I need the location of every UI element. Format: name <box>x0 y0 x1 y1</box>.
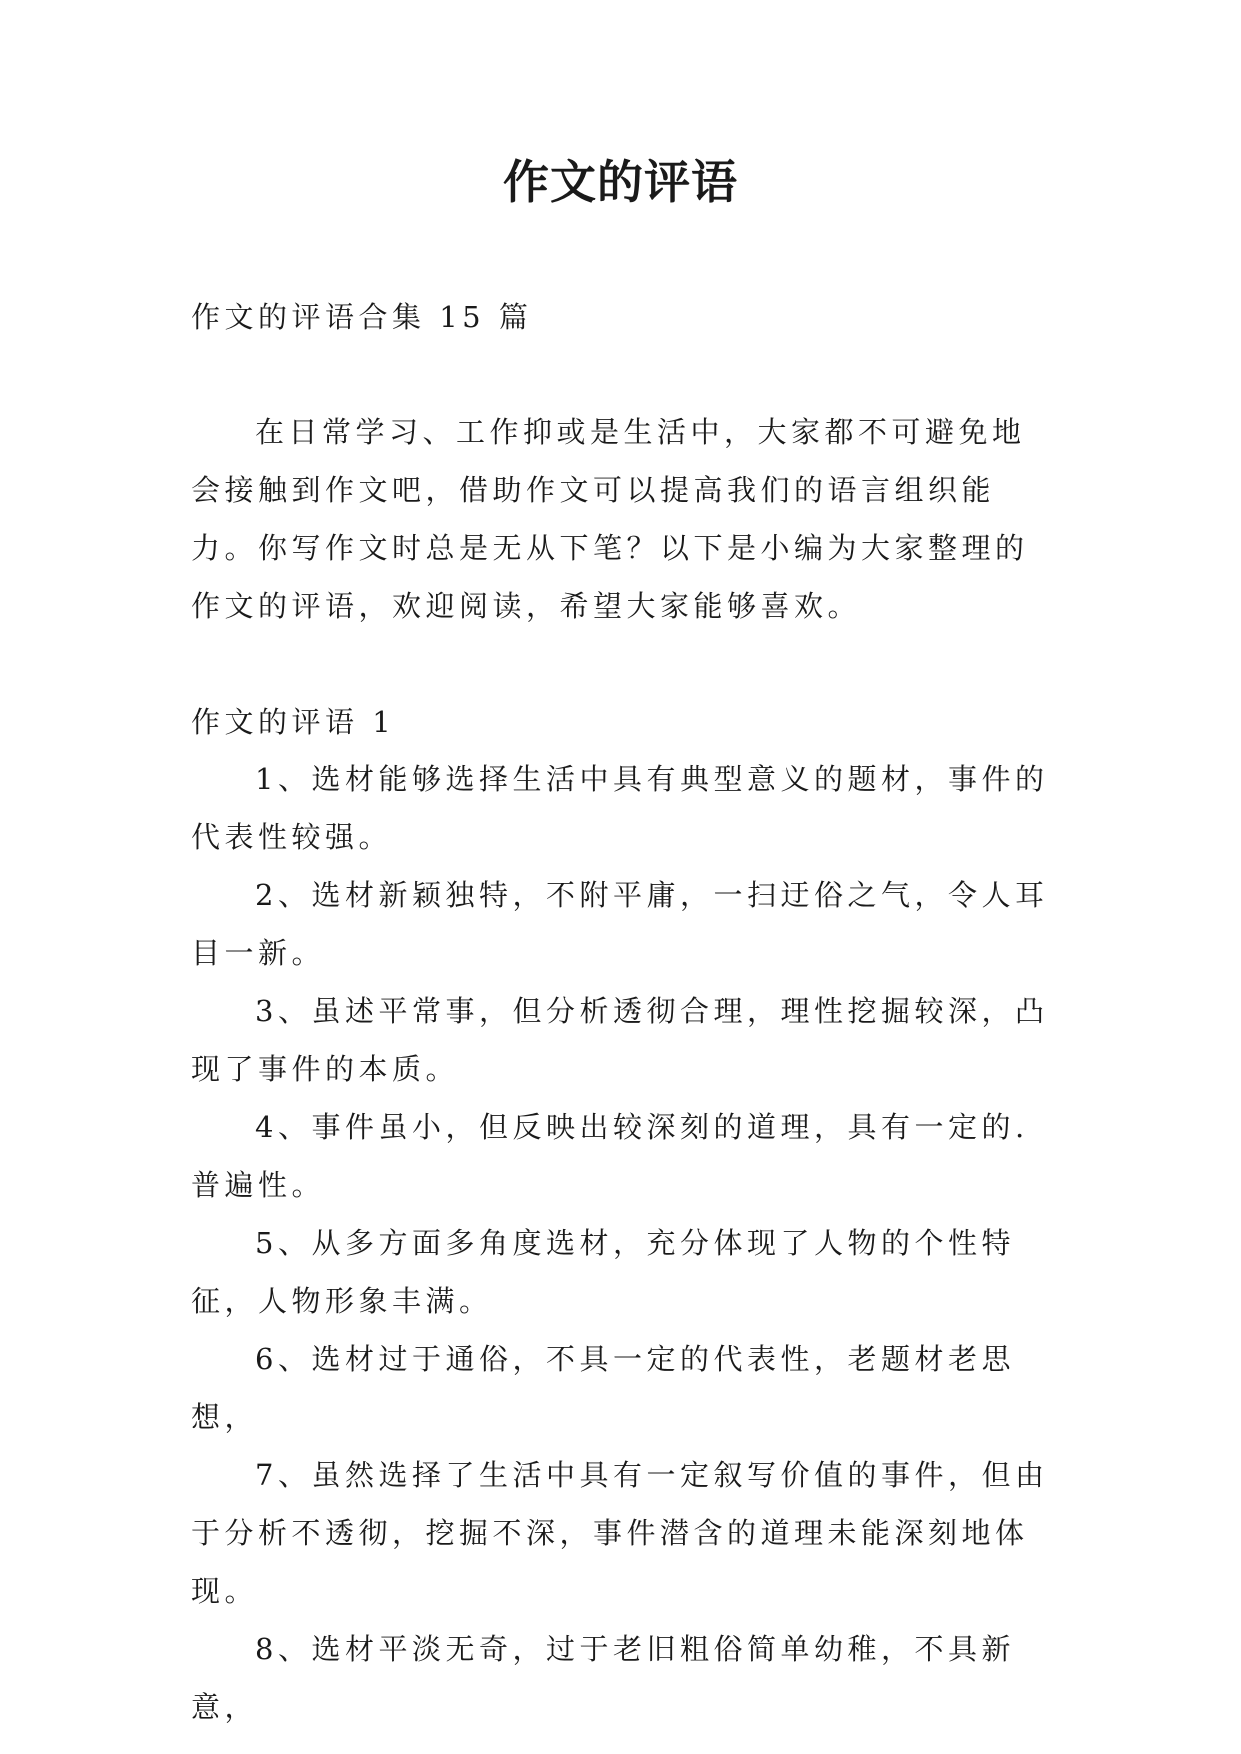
comment-item: 1、选材能够选择生活中具有典型意义的题材，事件的代表性较强。 <box>191 762 1049 854</box>
intro-paragraph: 在日常学习、工作抑或是生活中，大家都不可避免地会接触到作文吧，借助作文可以提高我们的语言组织能力。你写作文时总是无从下笔？以下是小编为大家整理的作文的评语，欢迎阅读，希望大家能够喜欢。 <box>191 415 1029 623</box>
comment-item: 6、选材过于通俗，不具一定的代表性，老题材老思想， <box>191 1342 1015 1434</box>
comment-item: 5、从多方面多角度选材，充分体现了人物的个性特征，人物形象丰满。 <box>191 1226 1015 1318</box>
comment-list <box>191 750 1055 1736</box>
comment-item: 7、虽然选择了生活中具有一定叙写价值的事件，但由于分析不透彻，挖掘不深，事件潜含的道理未能深刻地体现。 <box>191 1458 1049 1608</box>
comment-item: 3、虽述平常事，但分析透彻合理，理性挖掘较深，凸现了事件的本质。 <box>191 994 1049 1086</box>
comment-item: 2、选材新颖独特，不附平庸，一扫迂俗之气，令人耳目一新。 <box>191 878 1049 970</box>
comment-item: 8、选材平淡无奇，过于老旧粗俗简单幼稚，不具新意， <box>191 1632 1015 1724</box>
document-subtitle: 作文的评语合集 15 篇 <box>191 300 533 334</box>
section-heading: 作文的评语 1 <box>191 705 396 739</box>
comment-item: 4、事件虽小，但反映出较深刻的道理，具有一定的.普遍性。 <box>191 1110 1029 1202</box>
document-title: 作文的评语 <box>503 155 738 209</box>
